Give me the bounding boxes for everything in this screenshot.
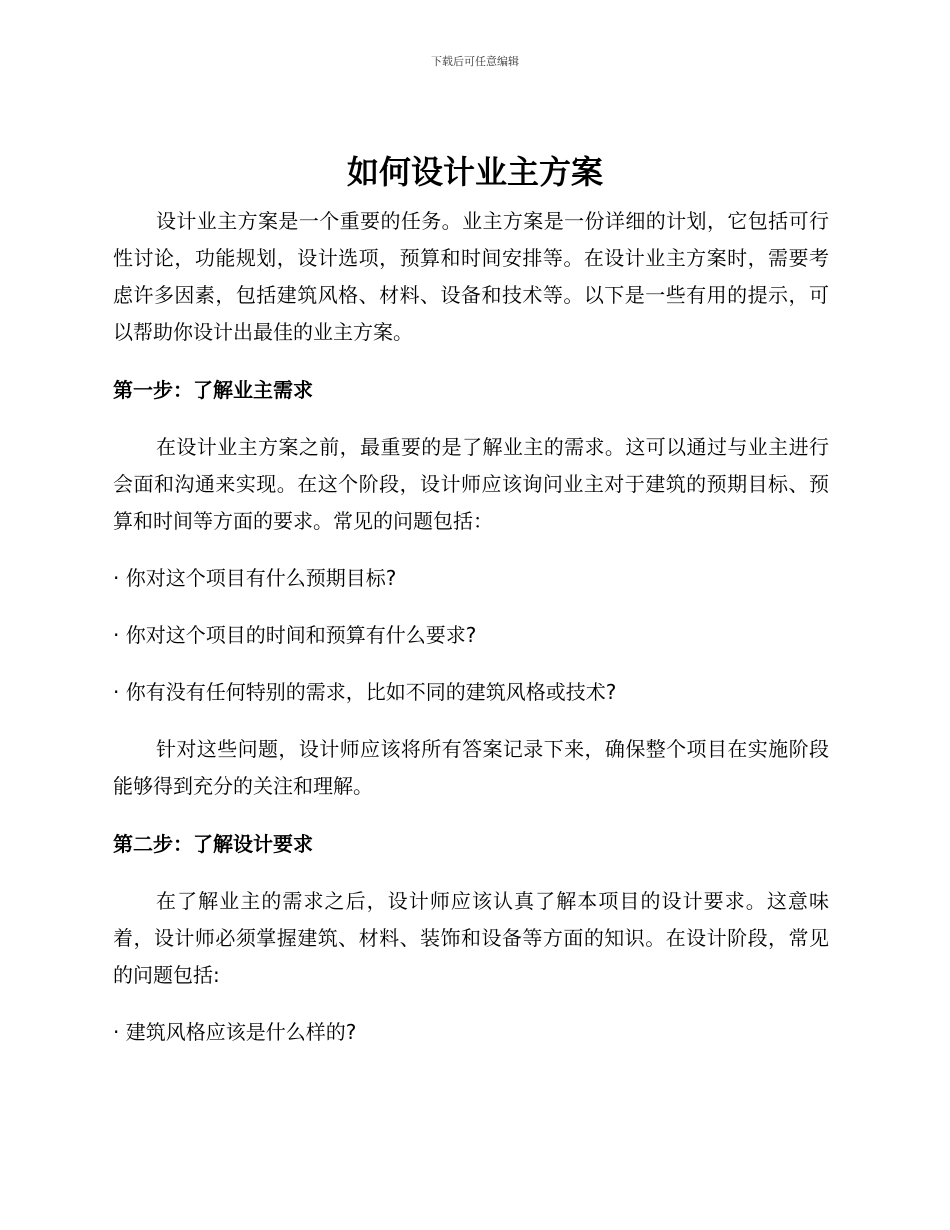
section-1-closing: 针对这些问题，设计师应该将所有答案记录下来，确保整个项目在实施阶段能够得到充分的关注和理解。 — [113, 737, 829, 798]
section-1-bullet-2: · 你对这个项目的时间和预算有什么要求? — [113, 623, 477, 647]
section-1-bullet-1: · 你对这个项目有什么预期目标? — [113, 566, 397, 590]
document-title: 如何设计业主方案 — [346, 153, 603, 191]
page-header-note: 下载后可任意编辑 — [431, 55, 519, 68]
section-1-paragraph: 在设计业主方案之前，最重要的是了解业主的需求。这可以通过与业主进行会面和沟通来实现。在这个阶段，设计师应该询问业主对于建筑的预期目标、预算和时间等方面的要求。常见的问题包括： — [113, 435, 829, 533]
section-2-paragraph: 在了解业主的需求之后，设计师应该认真了解本项目的设计要求。这意味着，设计师必须掌握建筑、材料、装饰和设备等方面的知识。在设计阶段，常见的问题包括: — [113, 889, 829, 987]
section-1-bullet-3: · 你有没有任何特别的需求，比如不同的建筑风格或技术? — [113, 680, 617, 704]
document-body — [113, 203, 829, 1051]
section-1-heading: 第一步：了解业主需求 — [113, 378, 313, 402]
section-2-bullet-1: · 建筑风格应该是什么样的? — [113, 1020, 357, 1044]
intro-paragraph: 设计业主方案是一个重要的任务。业主方案是一份详细的计划，它包括可行性讨论，功能规划，设计选项，预算和时间安排等。在设计业主方案时，需要考虑许多因素，包括建筑风格、材料、设备和技术等。以下是一些有用的提示，可以帮助你设计出最佳的业主方案。 — [113, 209, 829, 344]
section-2-heading: 第二步：了解设计要求 — [113, 832, 313, 856]
